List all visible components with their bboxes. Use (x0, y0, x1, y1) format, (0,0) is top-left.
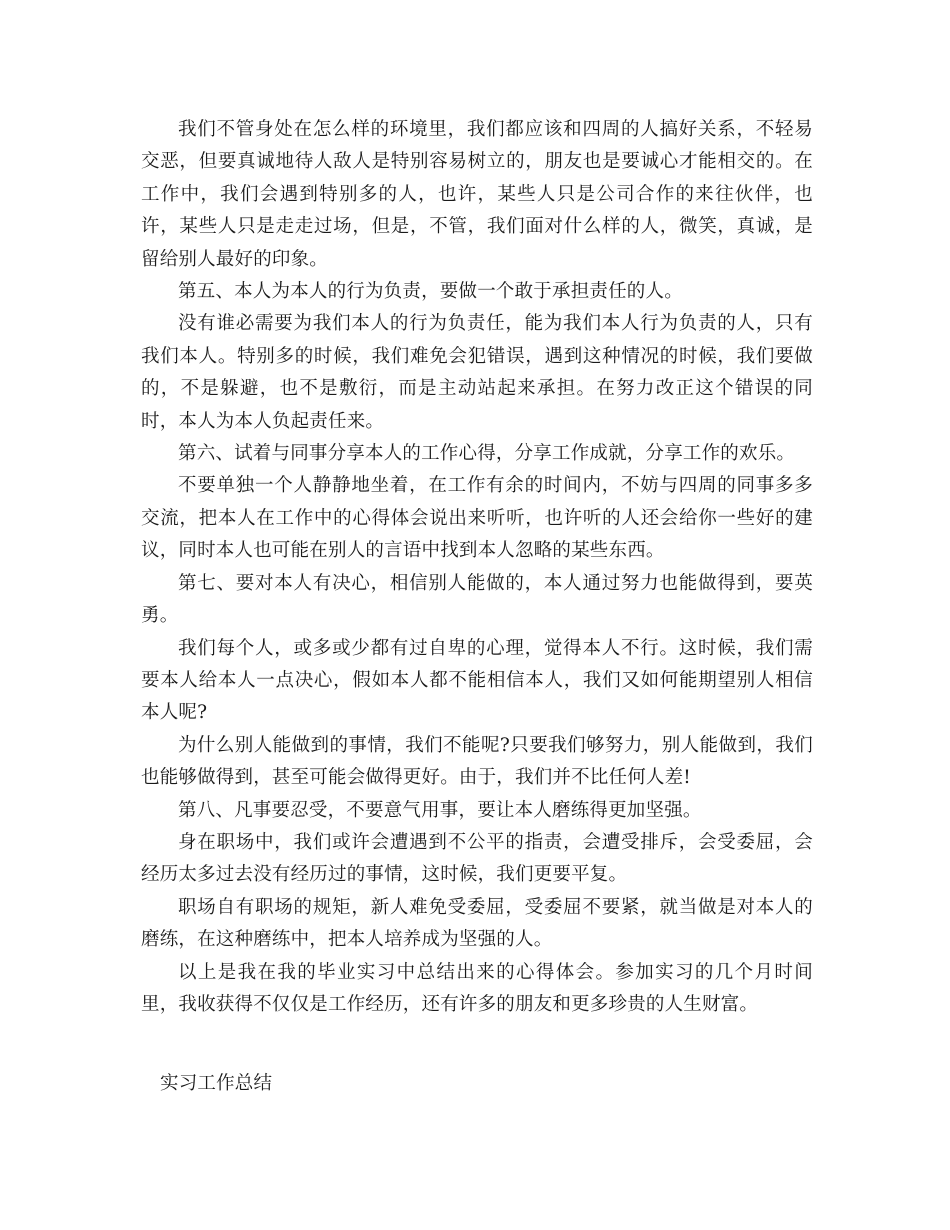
paragraph-2-heading: 第五、本人为本人的行为负责，要做一个敢于承担责任的人。 (178, 281, 683, 303)
paragraph-10: 身在职场中，我们或许会遭遇到不公平的指责，会遭受排斥，会受委屈，会经历太多过去没有经历过的事情，这时候，我们更要平复。 (141, 831, 813, 886)
document-body (141, 114, 813, 1021)
paragraph-8: 为什么别人能做到的事情，我们不能呢?只要我们够努力，别人能做到，我们也能够做得到，甚至可能会做得更好。由于，我们并不比任何人差! (141, 734, 813, 789)
paragraph-12: 以上是我在我的毕业实习中总结出来的心得体会。参加实习的几个月时间里，我收获得不仅仅是工作经历，还有许多的朋友和更多珍贵的人生财富。 (141, 961, 813, 1015)
section-title: 实习工作总结 (160, 1073, 273, 1094)
paragraph-11: 职场自有职场的规矩，新人难免受委屈，受委屈不要紧，就当做是对本人的磨练，在这种磨练中，把本人培养成为坚强的人。 (141, 896, 813, 951)
paragraph-4-heading: 第六、试着与同事分享本人的工作心得，分享工作成就，分享工作的欢乐。 (178, 443, 796, 465)
paragraph-6-heading: 第七、要对本人有决心，相信别人能做的，本人通过努力也能做得到，要英勇。 (141, 572, 813, 627)
paragraph-3: 没有谁必需要为我们本人的行为负责任，能为我们本人行为负责的人，只有我们本人。特别多的时候，我们难免会犯错误，遇到这种情况的时候，我们要做的，不是躲避，也不是敷衍，而是主动站起来承担。在努力改正这个错误的同时，本人为本人负起责任来。 (141, 313, 813, 432)
paragraph-7: 我们每个人，或多或少都有过自卑的心理，觉得本人不行。这时候，我们需要本人给本人一点决心，假如本人都不能相信本人，我们又如何能期望别人相信本人呢? (141, 637, 813, 724)
paragraph-1: 我们不管身处在怎么样的环境里，我们都应该和四周的人搞好关系，不轻易交恶，但要真诚地待人敌人是特别容易树立的，朋友也是要诚心才能相交的。在工作中，我们会遇到特别多的人，也许，某些人只是公司合作的来往伙伴，也许，某些人只是走走过场，但是，不管，我们面对什么样的人，微笑，真诚，是留给别人最好的印象。 (141, 119, 813, 270)
paragraph-9-heading: 第八、凡事要忍受，不要意气用事，要让本人磨练得更加坚强。 (178, 799, 702, 821)
paragraph-5: 不要单独一个人静静地坐着，在工作有余的时间内，不妨与四周的同事多多交流，把本人在工作中的心得体会说出来听听，也许听的人还会给你一些好的建议，同时本人也可能在别人的言语中找到本人忽略的某些东西。 (141, 475, 813, 562)
